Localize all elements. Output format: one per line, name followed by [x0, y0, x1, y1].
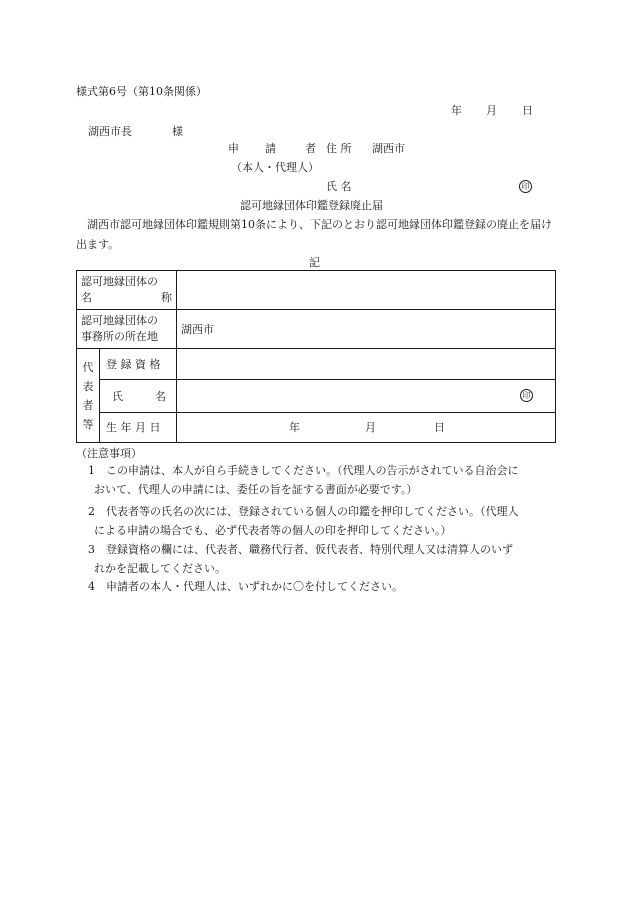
applicant-label-sei: 請 — [265, 142, 276, 155]
birth-day-label: 日 — [434, 421, 445, 434]
group-name-label: 認可地縁団体の 名 称 — [77, 271, 177, 310]
applicant-name-label: 氏 名 — [326, 180, 352, 193]
representative-label: 代 表 者 等 — [77, 349, 100, 443]
applicant-seal-icon: 印 — [519, 180, 532, 193]
birthdate-field[interactable] — [177, 413, 556, 443]
birthdate-label: 生 年 月 日 — [100, 413, 177, 443]
ki-heading: 記 — [309, 256, 320, 269]
notes-heading: （注意事項） — [76, 447, 142, 460]
address-value: 湖西市 — [372, 142, 405, 155]
table-row-birthdate — [77, 413, 556, 443]
date-day-label: 日 — [522, 104, 533, 117]
office-address-label: 認可地縁団体の 事務所の所在地 — [77, 310, 177, 349]
form-number: 様式第6号（第10条関係） — [76, 85, 207, 98]
group-name-field[interactable] — [177, 271, 556, 310]
note-item: 1 この申請は、本人が自ら手続きしてください。（代理人の告示がされている自治会に おいて、代理人の申請には、委任の旨を証する書面が必要です。） — [88, 464, 519, 496]
note-item: 3 登録資格の欄には、代表者、職務代行者、仮代表者、特別代理人又は清算人のいず れかを記載してください。 — [88, 543, 513, 575]
address-label: 住 所 — [326, 142, 352, 155]
table-row-qualification — [77, 349, 556, 380]
table-row-group-name — [77, 271, 556, 310]
office-address-field[interactable]: 湖西市 — [177, 310, 556, 349]
addressee: 湖西市長 — [88, 125, 132, 138]
date-year-label: 年 — [451, 104, 462, 117]
table-row-rep-name — [77, 380, 556, 413]
applicant-label-shin: 申 — [228, 142, 239, 155]
note-item: 4 申請者の本人・代理人は、いずれかに〇を付してください。 — [88, 580, 403, 593]
note-item: 2 代表者等の氏名の次には、登録されている個人の印鑑を押印してください。（代理人 による申請の場合でも、必ず代表者等の個人の印を押印してください。） — [88, 505, 519, 537]
rep-seal-icon: 印 — [520, 389, 533, 402]
rep-name-label: 氏 名 — [100, 380, 177, 413]
registration-table — [76, 270, 556, 443]
birth-month-label: 月 — [365, 421, 376, 434]
document-title: 認可地縁団体印鑑登録廃止届 — [240, 199, 383, 212]
table-row-office-address — [77, 310, 556, 349]
rep-name-field[interactable] — [177, 380, 556, 413]
qualification-field[interactable] — [177, 349, 556, 380]
birth-year-label: 年 — [289, 421, 300, 434]
qualification-label: 登 録 資 格 — [100, 349, 177, 380]
addressee-honorific: 様 — [172, 125, 183, 138]
date-month-label: 月 — [486, 104, 497, 117]
intro-text: 湖西市認可地縁団体印鑑規則第10条により、下記のとおり認可地縁団体印鑑登録の廃止を届け出ます。 — [76, 218, 552, 251]
applicant-role: （本人・代理人） — [231, 161, 319, 174]
applicant-label-sha: 者 — [305, 142, 316, 155]
